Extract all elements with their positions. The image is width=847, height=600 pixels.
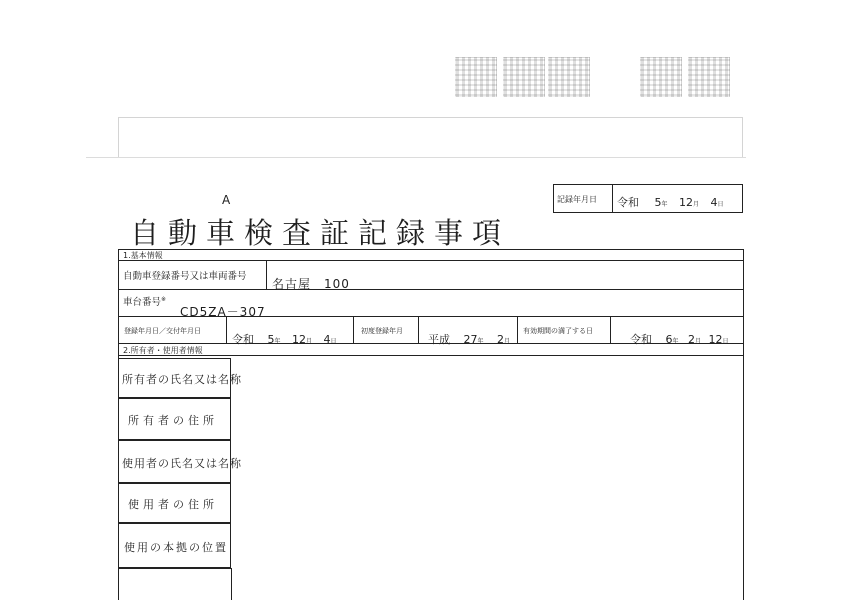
faint-sheet-line (118, 117, 743, 118)
expiry-date-year-unit: 年 (672, 338, 679, 345)
faint-qr-code-5 (688, 57, 730, 97)
record-date-era: 令和 (617, 196, 639, 209)
record-date-month-unit: 月 (693, 201, 700, 208)
record-date-year: 5 (654, 196, 662, 209)
chassis-number-label-text: 車台番号 (123, 297, 162, 308)
faint-sheet-line (742, 117, 743, 157)
record-date-value (617, 194, 724, 210)
page-marker: A (222, 193, 231, 207)
column-divider (226, 316, 227, 344)
expiry-date-month-unit: 月 (695, 338, 702, 345)
first-registration-era: 平成 (428, 333, 450, 346)
expiry-date-value (630, 331, 729, 347)
expiry-date-era: 令和 (630, 333, 652, 346)
faint-qr-code-4 (640, 57, 682, 97)
owner-address-label: 所有者の住所 (128, 414, 218, 427)
column-divider (266, 260, 267, 289)
row-divider (118, 568, 231, 569)
document-title: 自動車検査証記録事項 (130, 216, 511, 250)
registration-date-year-unit: 年 (274, 338, 281, 345)
record-date-divider (612, 184, 613, 213)
expiry-date-day: 12 (708, 333, 723, 346)
row-divider (118, 260, 744, 261)
chassis-number-mark: ※ (161, 295, 167, 303)
chassis-number-value: CD5ZA－307 (180, 305, 266, 319)
column-divider (610, 316, 611, 344)
registration-number-label: 自動車登録番号又は車両番号 (123, 271, 247, 282)
faint-qr-code-3 (548, 57, 590, 97)
base-location-label: 使用の本拠の位置 (124, 541, 228, 554)
registration-date-month-unit: 月 (306, 338, 313, 345)
registration-date-month: 12 (292, 333, 307, 346)
section2-heading: 2.所有者・使用者情報 (123, 346, 203, 355)
registration-date-era: 令和 (232, 333, 254, 346)
faint-qr-code-1 (455, 57, 497, 97)
row-divider (118, 289, 744, 290)
expiry-date-day-unit: 日 (722, 338, 729, 345)
column-divider (353, 316, 354, 344)
row-divider (118, 355, 744, 356)
chassis-number-label (123, 294, 166, 308)
section2-inner-border (231, 568, 232, 600)
first-registration-year-unit: 年 (477, 338, 484, 345)
column-divider (517, 316, 518, 344)
faint-qr-code-2 (503, 57, 545, 97)
user-name-label: 使用者の氏名又は名称 (122, 457, 242, 470)
registration-date-day-unit: 日 (330, 338, 337, 345)
user-address-label: 使用者の住所 (128, 498, 218, 511)
expiry-date-month: 2 (688, 333, 696, 346)
record-date-year-unit: 年 (661, 201, 668, 208)
registration-date-day: 4 (323, 333, 331, 346)
record-date-day: 4 (710, 196, 718, 209)
registration-date-label: 登録年月日／交付年月日 (124, 327, 201, 335)
paper-edge (86, 157, 746, 158)
expiry-date-label: 有効期間の満了する日 (523, 327, 593, 335)
section1-heading: 1.基本情報 (123, 251, 163, 260)
expiry-date-year: 6 (665, 333, 673, 346)
record-date-day-unit: 日 (717, 201, 724, 208)
registration-date-year: 5 (267, 333, 275, 346)
faint-sheet-line (118, 117, 119, 157)
first-registration-month-unit: 月 (504, 338, 511, 345)
first-registration-value (428, 331, 510, 347)
registration-date-value (232, 331, 337, 347)
owner-name-label: 所有者の氏名又は名称 (122, 373, 242, 386)
column-divider (418, 316, 419, 344)
first-registration-label: 初度登録年月 (361, 327, 403, 335)
registration-number-value: 名古屋 100 (272, 277, 350, 291)
record-date-label: 記録年月日 (557, 195, 597, 204)
record-date-month: 12 (679, 196, 694, 209)
first-registration-year: 27 (463, 333, 478, 346)
section2-right-border (743, 344, 744, 600)
first-registration-month: 2 (497, 333, 505, 346)
basic-info-table (118, 249, 744, 344)
